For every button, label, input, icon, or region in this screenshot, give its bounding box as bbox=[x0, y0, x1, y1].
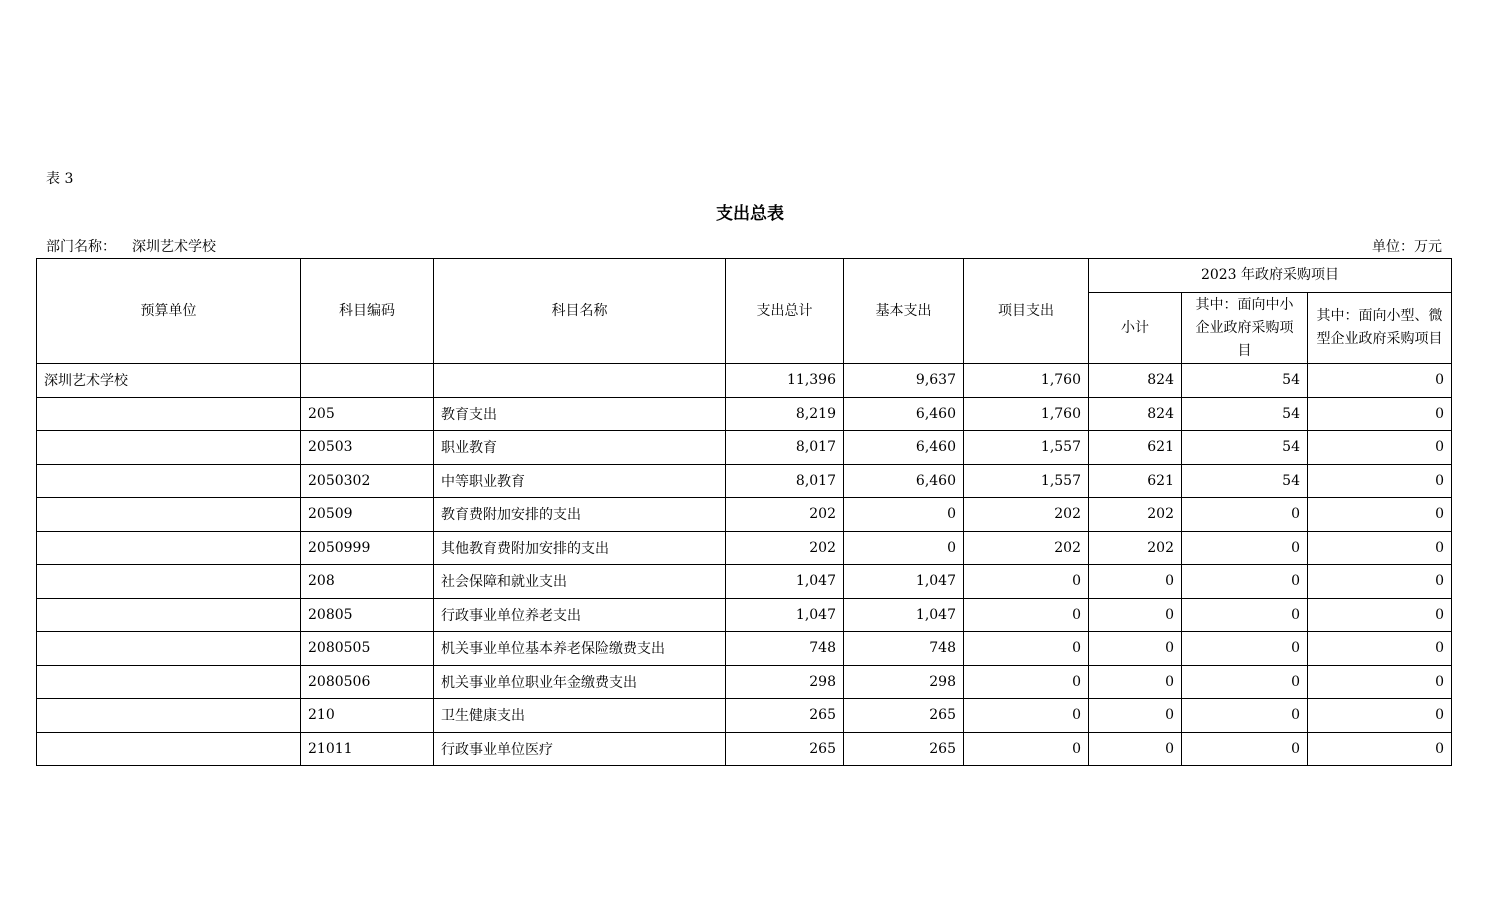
cell-budget-unit: 深圳艺术学校 bbox=[37, 364, 301, 398]
cell-project: 202 bbox=[964, 498, 1089, 532]
cell-sme: 54 bbox=[1182, 464, 1308, 498]
table-row bbox=[37, 598, 1452, 632]
cell-budget-unit bbox=[37, 598, 301, 632]
cell-budget-unit bbox=[37, 632, 301, 666]
table-row bbox=[37, 632, 1452, 666]
cell-budget-unit bbox=[37, 397, 301, 431]
cell-sme: 0 bbox=[1182, 565, 1308, 599]
cell-subject-code: 20503 bbox=[301, 431, 434, 465]
cell-budget-unit bbox=[37, 431, 301, 465]
cell-sme: 0 bbox=[1182, 531, 1308, 565]
table-row bbox=[37, 531, 1452, 565]
cell-micro: 0 bbox=[1308, 665, 1452, 699]
cell-total: 8,017 bbox=[726, 431, 844, 465]
cell-budget-unit bbox=[37, 498, 301, 532]
cell-subtotal: 0 bbox=[1089, 699, 1182, 733]
cell-project: 0 bbox=[964, 665, 1089, 699]
cell-subtotal: 202 bbox=[1089, 531, 1182, 565]
cell-basic: 6,460 bbox=[844, 464, 964, 498]
cell-subtotal: 0 bbox=[1089, 732, 1182, 766]
cell-total: 8,017 bbox=[726, 464, 844, 498]
table-row bbox=[37, 565, 1452, 599]
cell-subject-code: 21011 bbox=[301, 732, 434, 766]
cell-subject-name bbox=[434, 364, 726, 398]
cell-micro: 0 bbox=[1308, 364, 1452, 398]
cell-basic: 1,047 bbox=[844, 598, 964, 632]
cell-micro: 0 bbox=[1308, 598, 1452, 632]
header-subject-name: 科目名称 bbox=[434, 259, 726, 364]
department-line bbox=[46, 236, 216, 256]
cell-total: 11,396 bbox=[726, 364, 844, 398]
table-row bbox=[37, 498, 1452, 532]
cell-micro: 0 bbox=[1308, 464, 1452, 498]
cell-budget-unit bbox=[37, 732, 301, 766]
cell-micro: 0 bbox=[1308, 732, 1452, 766]
cell-basic: 9,637 bbox=[844, 364, 964, 398]
cell-project: 1,760 bbox=[964, 364, 1089, 398]
cell-subject-name: 社会保障和就业支出 bbox=[434, 565, 726, 599]
cell-project: 0 bbox=[964, 632, 1089, 666]
table-row bbox=[37, 665, 1452, 699]
header-sme: 其中：面向中小企业政府采购项目 bbox=[1182, 293, 1308, 364]
cell-micro: 0 bbox=[1308, 431, 1452, 465]
cell-subject-name: 教育支出 bbox=[434, 397, 726, 431]
cell-subtotal: 824 bbox=[1089, 364, 1182, 398]
cell-basic: 265 bbox=[844, 732, 964, 766]
cell-subtotal: 621 bbox=[1089, 464, 1182, 498]
cell-subject-name: 职业教育 bbox=[434, 431, 726, 465]
table-row bbox=[37, 397, 1452, 431]
cell-basic: 6,460 bbox=[844, 431, 964, 465]
cell-budget-unit bbox=[37, 464, 301, 498]
cell-subtotal: 824 bbox=[1089, 397, 1182, 431]
cell-micro: 0 bbox=[1308, 397, 1452, 431]
cell-subject-name: 行政事业单位养老支出 bbox=[434, 598, 726, 632]
cell-project: 0 bbox=[964, 732, 1089, 766]
cell-subject-code: 2080506 bbox=[301, 665, 434, 699]
table-row bbox=[37, 364, 1452, 398]
table-row bbox=[37, 732, 1452, 766]
cell-total: 202 bbox=[726, 498, 844, 532]
cell-micro: 0 bbox=[1308, 531, 1452, 565]
cell-sme: 54 bbox=[1182, 364, 1308, 398]
cell-sme: 0 bbox=[1182, 598, 1308, 632]
cell-subject-code: 2080505 bbox=[301, 632, 434, 666]
department-value: 深圳艺术学校 bbox=[132, 239, 216, 255]
cell-subtotal: 621 bbox=[1089, 431, 1182, 465]
cell-budget-unit bbox=[37, 665, 301, 699]
cell-project: 202 bbox=[964, 531, 1089, 565]
cell-sme: 0 bbox=[1182, 632, 1308, 666]
cell-total: 265 bbox=[726, 699, 844, 733]
table-body bbox=[37, 364, 1452, 766]
cell-subject-name: 其他教育费附加安排的支出 bbox=[434, 531, 726, 565]
cell-micro: 0 bbox=[1308, 565, 1452, 599]
cell-basic: 6,460 bbox=[844, 397, 964, 431]
cell-sme: 54 bbox=[1182, 431, 1308, 465]
cell-subtotal: 0 bbox=[1089, 565, 1182, 599]
cell-subtotal: 0 bbox=[1089, 598, 1182, 632]
cell-subject-code: 205 bbox=[301, 397, 434, 431]
cell-project: 0 bbox=[964, 699, 1089, 733]
cell-basic: 1,047 bbox=[844, 565, 964, 599]
cell-sme: 0 bbox=[1182, 699, 1308, 733]
cell-subject-code: 2050302 bbox=[301, 464, 434, 498]
cell-total: 1,047 bbox=[726, 598, 844, 632]
cell-sme: 0 bbox=[1182, 498, 1308, 532]
cell-project: 1,557 bbox=[964, 431, 1089, 465]
cell-subtotal: 0 bbox=[1089, 665, 1182, 699]
header-subtotal: 小计 bbox=[1089, 293, 1182, 364]
cell-micro: 0 bbox=[1308, 498, 1452, 532]
header-project: 项目支出 bbox=[964, 259, 1089, 364]
cell-subject-code: 210 bbox=[301, 699, 434, 733]
cell-subject-name: 教育费附加安排的支出 bbox=[434, 498, 726, 532]
cell-project: 0 bbox=[964, 598, 1089, 632]
cell-basic: 0 bbox=[844, 498, 964, 532]
header-micro: 其中：面向小型、微型企业政府采购项目 bbox=[1308, 293, 1452, 364]
cell-subtotal: 202 bbox=[1089, 498, 1182, 532]
cell-subtotal: 0 bbox=[1089, 632, 1182, 666]
header-procurement-group: 2023 年政府采购项目 bbox=[1089, 259, 1452, 293]
cell-total: 298 bbox=[726, 665, 844, 699]
cell-basic: 298 bbox=[844, 665, 964, 699]
cell-basic: 748 bbox=[844, 632, 964, 666]
cell-total: 1,047 bbox=[726, 565, 844, 599]
page-title: 支出总表 bbox=[716, 204, 784, 224]
cell-total: 202 bbox=[726, 531, 844, 565]
cell-subject-code bbox=[301, 364, 434, 398]
cell-basic: 265 bbox=[844, 699, 964, 733]
unit-label: 单位：万元 bbox=[1372, 239, 1442, 255]
cell-subject-code: 2050999 bbox=[301, 531, 434, 565]
cell-sme: 54 bbox=[1182, 397, 1308, 431]
cell-sme: 0 bbox=[1182, 732, 1308, 766]
table-number: 表 3 bbox=[46, 171, 74, 187]
cell-budget-unit bbox=[37, 531, 301, 565]
cell-project: 1,557 bbox=[964, 464, 1089, 498]
header-subject-code: 科目编码 bbox=[301, 259, 434, 364]
header-basic: 基本支出 bbox=[844, 259, 964, 364]
cell-micro: 0 bbox=[1308, 699, 1452, 733]
cell-subject-name: 中等职业教育 bbox=[434, 464, 726, 498]
header-total: 支出总计 bbox=[726, 259, 844, 364]
department-label: 部门名称： bbox=[46, 239, 116, 255]
cell-subject-code: 20509 bbox=[301, 498, 434, 532]
cell-project: 0 bbox=[964, 565, 1089, 599]
table-row bbox=[37, 699, 1452, 733]
cell-budget-unit bbox=[37, 699, 301, 733]
cell-micro: 0 bbox=[1308, 632, 1452, 666]
cell-project: 1,760 bbox=[964, 397, 1089, 431]
header-budget-unit: 预算单位 bbox=[37, 259, 301, 364]
cell-subject-name: 行政事业单位医疗 bbox=[434, 732, 726, 766]
cell-subject-name: 机关事业单位基本养老保险缴费支出 bbox=[434, 632, 726, 666]
cell-basic: 0 bbox=[844, 531, 964, 565]
cell-total: 748 bbox=[726, 632, 844, 666]
cell-subject-name: 卫生健康支出 bbox=[434, 699, 726, 733]
cell-total: 265 bbox=[726, 732, 844, 766]
table-row bbox=[37, 431, 1452, 465]
cell-subject-name: 机关事业单位职业年金缴费支出 bbox=[434, 665, 726, 699]
cell-subject-code: 208 bbox=[301, 565, 434, 599]
expenditure-table bbox=[36, 258, 1452, 766]
cell-subject-code: 20805 bbox=[301, 598, 434, 632]
table-row bbox=[37, 464, 1452, 498]
cell-sme: 0 bbox=[1182, 665, 1308, 699]
cell-budget-unit bbox=[37, 565, 301, 599]
cell-total: 8,219 bbox=[726, 397, 844, 431]
